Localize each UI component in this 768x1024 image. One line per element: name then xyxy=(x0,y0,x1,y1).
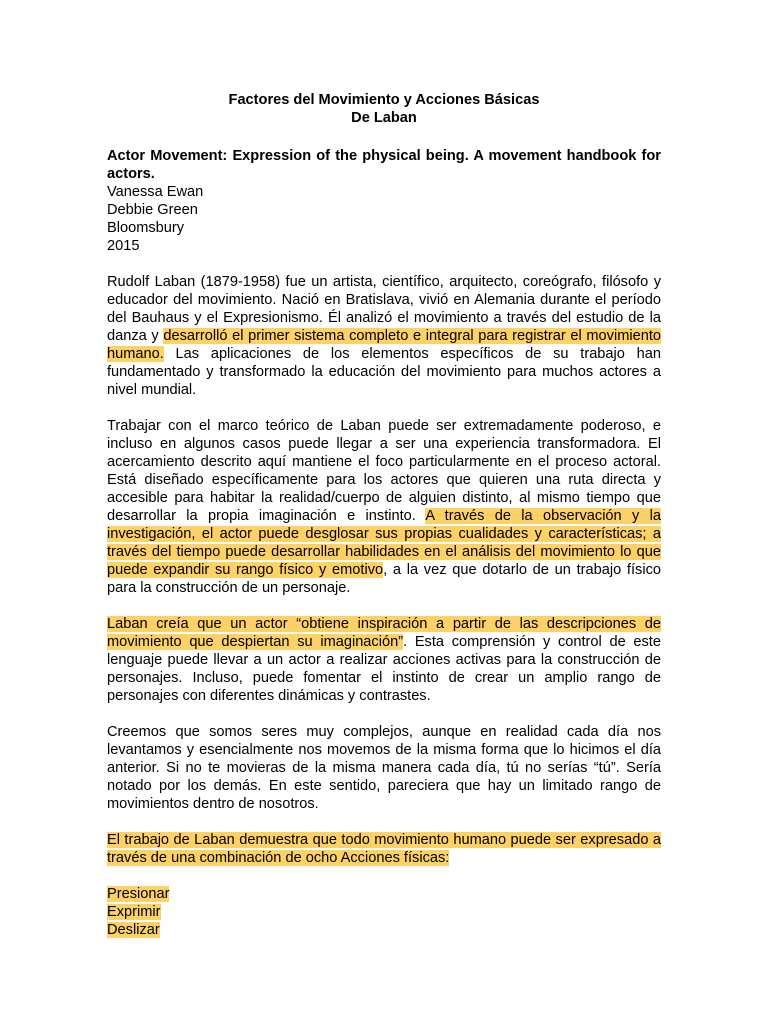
paragraph-1-highlight: desarrolló el primer sistema completo e integral para registrar el movimiento humano. xyxy=(107,328,661,362)
paragraph-3-text-b: . Esta comprensión y control de este lenguaje puede llevar a un actor a realizar acciones activas para la construcción de personajes. Incluso, puede fomentar el instinto de crear un amplio rango de personajes con diferentes dinámicas y contrastes. xyxy=(107,634,661,704)
spacer xyxy=(107,255,661,273)
author-1: Vanessa Ewan xyxy=(107,184,204,200)
paragraph-3 xyxy=(107,615,661,705)
publication-year: 2015 xyxy=(107,238,140,254)
action-item-exprimir xyxy=(107,903,661,921)
paragraph-2 xyxy=(107,417,661,597)
action-item-presionar xyxy=(107,885,661,903)
spacer xyxy=(107,127,661,147)
spacer xyxy=(107,705,661,723)
action-label: Deslizar xyxy=(107,922,160,938)
paragraph-5-highlight: El trabajo de Laban demuestra que todo movimiento humano puede ser expresado a través de una combinación de ocho Acciones físicas: xyxy=(107,832,661,866)
paragraph-5 xyxy=(107,831,661,867)
paragraph-2-text-a: Trabajar con el marco teórico de Laban puede ser extremadamente poderoso, e incluso en algunos casos puede llegar a ser una experiencia transformadora. El acercamiento descrito aquí mantiene el foco particularmente en el proceso actoral. Está diseñado específicamente para los actores que quieren una ruta directa y accesible para habitar la realidad/cuerpo de alguien distinto, al mismo tiempo que desarrollar la propia imaginación e instinto. xyxy=(107,418,661,524)
book-title: Actor Movement: Expression of the physical being. A movement handbook for actors. xyxy=(107,148,661,182)
paragraph-1 xyxy=(107,273,661,399)
action-label: Exprimir xyxy=(107,904,161,920)
spacer xyxy=(107,399,661,417)
spacer xyxy=(107,597,661,615)
paragraph-2-highlight: A través de la observación y la investigación, el actor puede desglosar sus propias cualidades y características; a través del tiempo puede desarrollar habilidades en el análisis del movimiento lo que puede expandir su rango físico y emotivo xyxy=(107,508,661,578)
document-title-line-1: Factores del Movimiento y Acciones Básicas xyxy=(228,92,540,108)
document-title-line-2: De Laban xyxy=(351,110,417,126)
spacer xyxy=(107,867,661,885)
paragraph-4: Creemos que somos seres muy complejos, aunque en realidad cada día nos levantamos y esencialmente nos movemos de la misma forma que lo hicimos el día anterior. Si no te movieras de la misma manera cada día, tú no serías “tú”. Sería notado por los demás. En este sentido, pareciera que hay un limitado rango de movimientos dentro de nosotros. xyxy=(107,724,661,812)
paragraph-3-highlight: Laban creía que un actor “obtiene inspiración a partir de las descripciones de movimiento que despiertan su imaginación” xyxy=(107,616,661,650)
paragraph-1-text-b: Las aplicaciones de los elementos específicos de su trabajo han fundamentado y transformado la educación del movimiento para muchos actores a nivel mundial. xyxy=(107,346,661,398)
publisher: Bloomsbury xyxy=(107,220,185,236)
paragraph-2-text-b: , a la vez que dotarlo de un trabajo físico para la construcción de un personaje. xyxy=(107,562,661,596)
action-label: Presionar xyxy=(107,886,170,902)
paragraph-1-text-a: Rudolf Laban (1879-1958) fue un artista, científico, arquitecto, coreógrafo, filósofo y educador del movimiento. Nació en Bratislava, vivió en Alemania durante el período del Bauhaus y el Expresionismo. Él analizó el movimiento a través del estudio de la danza y xyxy=(107,274,661,344)
spacer xyxy=(107,813,661,831)
author-2: Debbie Green xyxy=(107,202,198,218)
action-item-deslizar xyxy=(107,921,661,939)
